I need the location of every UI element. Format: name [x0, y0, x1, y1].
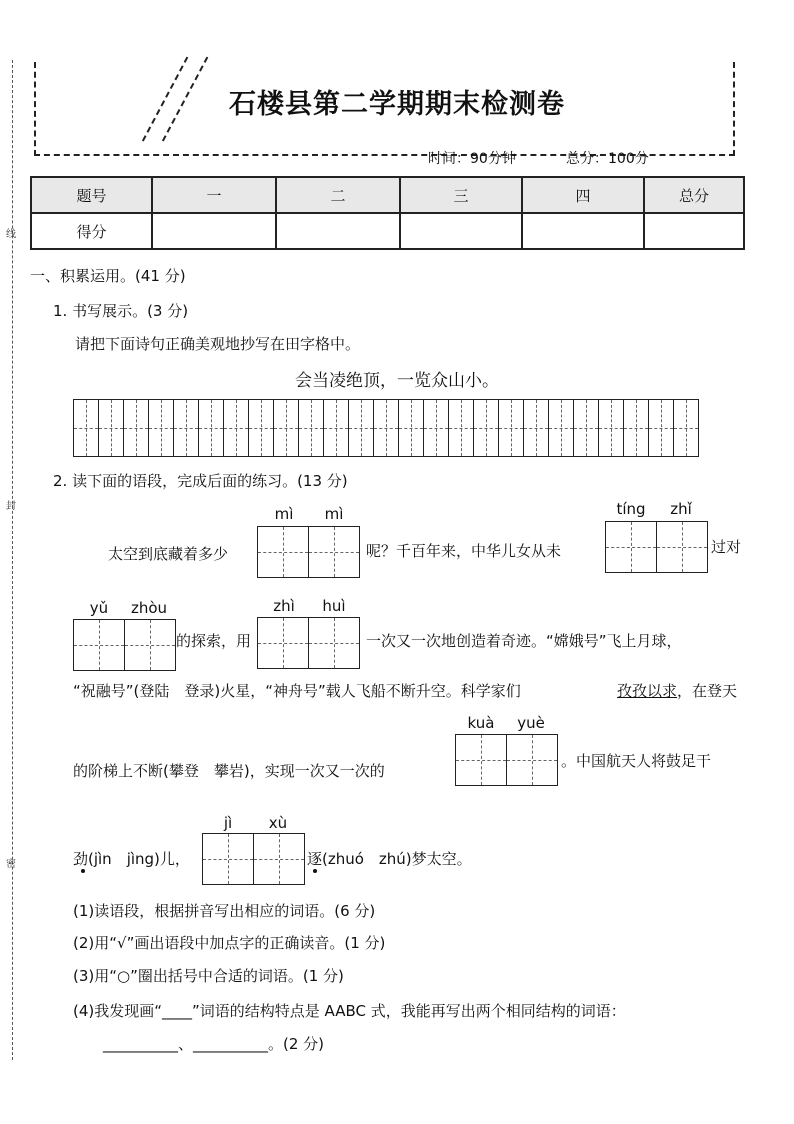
side-mark-xian: 线 — [6, 229, 16, 240]
emphasis-dot-jin — [81, 869, 85, 873]
answer-box-jixu[interactable] — [202, 833, 305, 885]
pinyin-zhi: zhǐ — [670, 500, 692, 518]
score-header-tihao: 题号 — [31, 177, 152, 213]
sub-question-1: (1)读语段，根据拼音写出相应的词语。(6 分) — [73, 902, 376, 920]
writing-grid-cell[interactable] — [649, 400, 674, 456]
score-cell[interactable] — [276, 213, 400, 249]
side-mark-mi: 密 — [6, 859, 16, 870]
sub-question-4-blanks[interactable]: __________、__________。(2 分) — [103, 1035, 325, 1053]
writing-grid-cell[interactable] — [424, 400, 449, 456]
writing-grid-cell[interactable] — [299, 400, 324, 456]
answer-box-zhihui[interactable] — [257, 617, 360, 669]
sub-question-4: (4)我发现画“____”词语的结构特点是 AABC 式，我能再写出两个相同结构的词语： — [73, 1002, 626, 1020]
exam-total: 总分：100分 — [566, 151, 649, 167]
writing-grid-cell[interactable] — [599, 400, 624, 456]
poem-line: 会当凌绝顶，一览众山小。 — [295, 371, 499, 391]
pinyin-kua: kuà — [467, 714, 495, 732]
writing-grid-cell[interactable] — [249, 400, 274, 456]
para-line5-b: 逐(zhuó zhú)梦太空。 — [307, 850, 472, 868]
para-line2-b: 一次又一次地创造着奇迹。“嫦娥号”飞上月球， — [366, 632, 682, 650]
writing-grid-cell[interactable] — [349, 400, 374, 456]
score-row-label: 得分 — [31, 213, 152, 249]
writing-grid-cell[interactable] — [374, 400, 399, 456]
writing-grid-cell[interactable] — [199, 400, 224, 456]
writing-grid-cell[interactable] — [574, 400, 599, 456]
pinyin-ji: jì — [223, 814, 233, 832]
score-header-total: 总分 — [644, 177, 744, 213]
writing-grid-cell[interactable] — [624, 400, 649, 456]
exam-title: 石楼县第二学期期末检测卷 — [229, 89, 565, 120]
score-cell[interactable] — [400, 213, 522, 249]
writing-grid-cell[interactable] — [74, 400, 99, 456]
para-line4-a: 的阶梯上不断(攀登 攀岩)，实现一次又一次的 — [73, 762, 385, 780]
exam-time: 时间：90分钟 — [428, 151, 516, 167]
para-line3-a: “祝融号”(登陆 登录)火星，“神舟号”载人飞船不断升空。科学家们 — [73, 682, 521, 700]
answer-box-mimi[interactable] — [257, 526, 360, 578]
q1-instruction: 请把下面诗句正确美观地抄写在田字格中。 — [75, 335, 361, 353]
section-heading: 一、积累运用。(41 分) — [30, 267, 186, 285]
pinyin-ting: tíng — [616, 500, 646, 518]
writing-grid-cell[interactable] — [149, 400, 174, 456]
writing-grid-cell[interactable] — [174, 400, 199, 456]
writing-grid-cell[interactable] — [224, 400, 249, 456]
pinyin-xu: xù — [268, 814, 288, 832]
answer-box-tingzhi[interactable] — [605, 521, 708, 573]
pinyin-mi-1: mì — [274, 505, 294, 523]
writing-grid-cell[interactable] — [449, 400, 474, 456]
writing-grid-cell[interactable] — [674, 400, 698, 456]
writing-grid[interactable] — [73, 399, 699, 457]
writing-grid-cell[interactable] — [274, 400, 299, 456]
writing-grid-cell[interactable] — [499, 400, 524, 456]
writing-grid-cell[interactable] — [399, 400, 424, 456]
para-line2-a: 的探索，用 — [176, 632, 252, 650]
para-line3-b: ，在登天 — [677, 682, 738, 700]
emphasis-dot-zhu — [313, 869, 317, 873]
score-header-4: 四 — [522, 177, 644, 213]
para-line1-a: 太空到底藏着多少 — [108, 545, 229, 563]
score-header-2: 二 — [276, 177, 400, 213]
pinyin-yu: yǔ — [89, 599, 109, 617]
score-cell[interactable] — [644, 213, 744, 249]
sub-question-3: (3)用“○”圈出括号中合适的词语。(1 分) — [73, 967, 344, 985]
q2-title: 2. 读下面的语段，完成后面的练习。(13 分) — [53, 472, 348, 490]
pinyin-yue: yuè — [517, 714, 545, 732]
answer-box-kuayue[interactable] — [455, 734, 558, 786]
score-header-1: 一 — [152, 177, 276, 213]
score-header-3: 三 — [400, 177, 522, 213]
writing-grid-cell[interactable] — [549, 400, 574, 456]
writing-grid-cell[interactable] — [124, 400, 149, 456]
score-cell[interactable] — [522, 213, 644, 249]
para-line1-b: 呢？千百年来，中华儿女从未 — [366, 542, 562, 560]
pinyin-mi-2: mì — [324, 505, 344, 523]
side-mark-feng: 封 — [6, 501, 16, 512]
binding-line — [12, 60, 13, 1060]
writing-grid-cell[interactable] — [324, 400, 349, 456]
writing-grid-cell[interactable] — [99, 400, 124, 456]
pinyin-hui: huì — [322, 597, 346, 615]
para-line1-c: 过对 — [711, 538, 742, 556]
score-table — [30, 176, 745, 250]
q1-title: 1. 书写展示。(3 分) — [53, 302, 189, 320]
writing-grid-cell[interactable] — [524, 400, 549, 456]
sub-question-2: (2)用“√”画出语段中加点字的正确读音。(1 分) — [73, 934, 386, 952]
answer-box-yuzhou[interactable] — [73, 619, 176, 671]
para-line4-b: 。中国航天人将鼓足干 — [561, 752, 712, 770]
para-line5-a: 劲(jìn jìng)儿， — [73, 850, 190, 868]
writing-grid-cell[interactable] — [474, 400, 499, 456]
para-line3-underlined: 孜孜以求 — [617, 682, 678, 700]
score-cell[interactable] — [152, 213, 276, 249]
pinyin-zhi2: zhì — [273, 597, 295, 615]
pinyin-zhou: zhòu — [130, 599, 168, 617]
